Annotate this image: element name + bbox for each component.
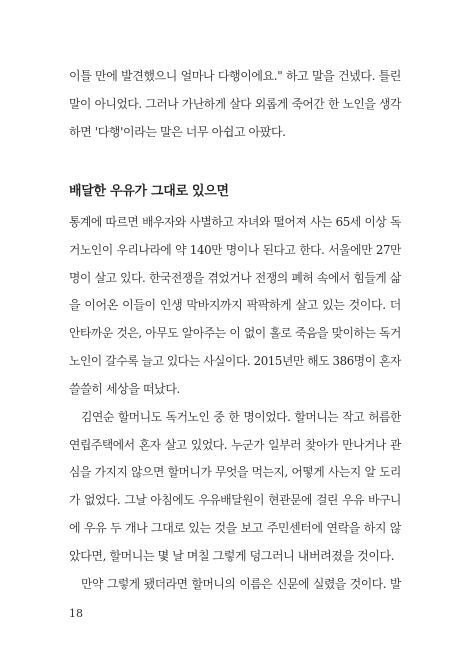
body-text-line: 심을 가지지 않으면 할머니가 무엇을 먹는지, 어떻게 사는지 알 도리 (69, 465, 401, 479)
body-text-line: 안타까운 것은, 아무도 알아주는 이 없이 홀로 죽음을 맞이하는 독거 (69, 326, 401, 340)
body-text-line: 하면 '다행'이라는 말은 너무 아쉽고 아팠다. (69, 125, 286, 139)
body-text-line: 연립주택에서 혼자 살고 있었다. 누군가 일부러 찾아가 만나거나 관 (69, 438, 401, 452)
body-text-line: 만약 그렇게 됐더라면 할머니의 이름은 신문에 실렸을 것이다. 발 (81, 577, 401, 591)
body-text-line: 을 이어온 이들이 인생 막바지까지 팍팍하게 살고 있는 것이다. 더 (69, 298, 401, 312)
body-text-line: 가 없었다. 그날 아침에도 우유배달원이 현관문에 걸린 우유 바구니 (69, 493, 401, 507)
body-text-line: 쓸쓸히 세상을 떠났다. (69, 382, 180, 396)
body-text-line: 에 우유 두 개나 그대로 있는 것을 보고 주민센터에 연락을 하지 않 (69, 521, 401, 535)
body-text-line: 말이 아니었다. 그러나 가난하게 살다 외롭게 죽어간 한 노인을 생각 (69, 97, 401, 111)
body-text-line: 통계에 따르면 배우자와 사별하고 자녀와 떨어져 사는 65세 이상 독 (69, 215, 401, 229)
body-text-line: 노인이 갈수록 늘고 있다는 사실이다. 2015년만 해도 386명이 혼자 (69, 354, 401, 368)
section-heading: 배달한 우유가 그대로 있으면 (69, 184, 229, 199)
body-text-line: 이틀 만에 발견했으니 얼마나 다행이에요." 하고 말을 건넸다. 틀린 (69, 69, 401, 83)
body-text-line: 았다면, 할머니는 몇 날 며칠 그렇게 덩그러니 내버려졌을 것이다. (69, 549, 395, 563)
body-text-line: 명이 살고 있다. 한국전쟁을 겪었거나 전쟁의 폐허 속에서 힘들게 삶 (69, 271, 401, 285)
body-text-line: 김연순 할머니도 독거노인 중 한 명이었다. 할머니는 작고 허름한 (81, 410, 401, 424)
body-text-line: 거노인이 우리나라에 약 140만 명이나 된다고 한다. 서울에만 27만 (69, 243, 401, 257)
page-number: 18 (69, 607, 83, 620)
